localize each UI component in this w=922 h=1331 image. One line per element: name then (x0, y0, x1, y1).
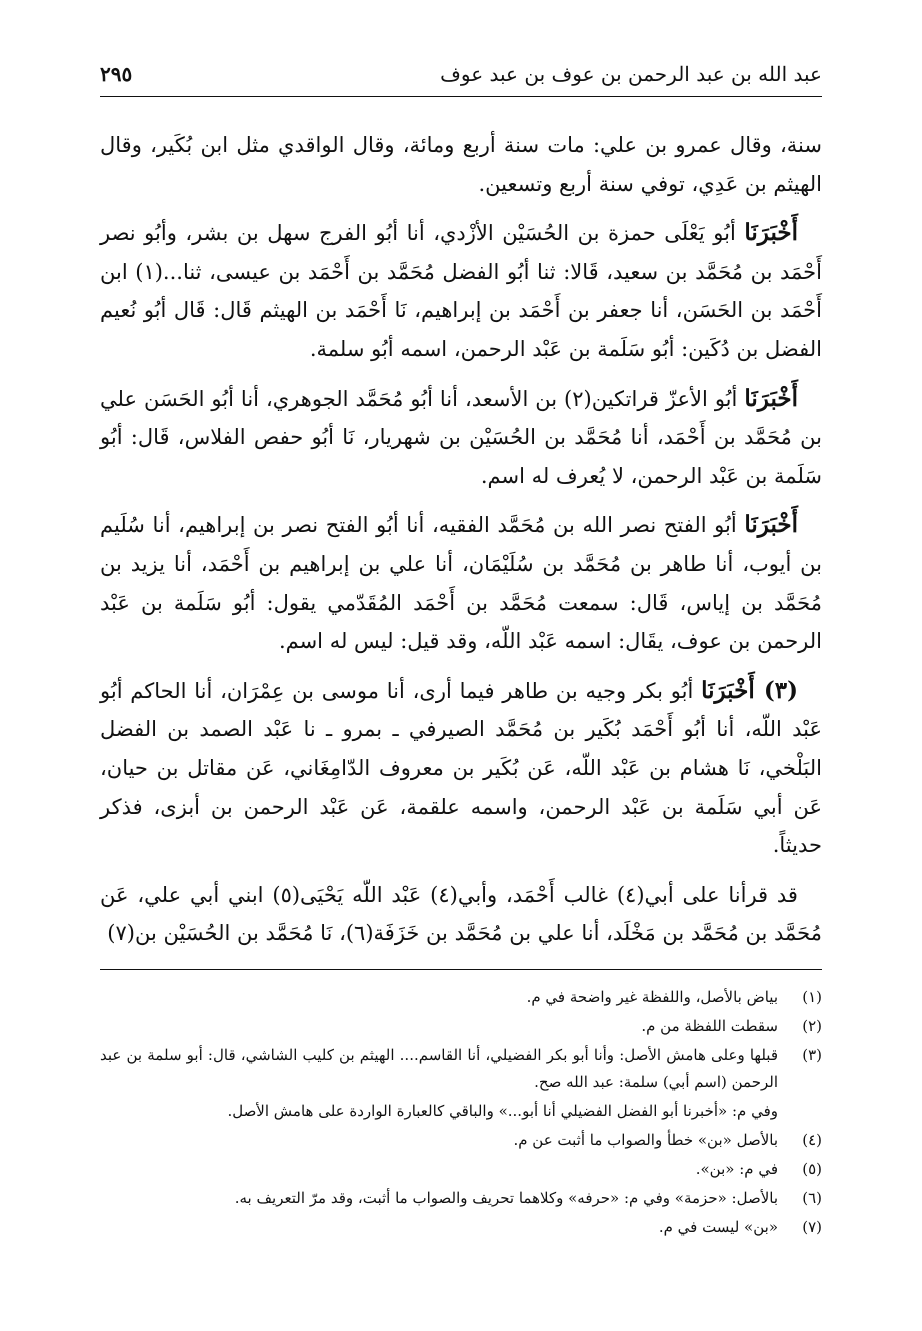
paragraph-lead: (٣) أَخْبَرَنَا (701, 676, 798, 704)
paragraph-lead: أَخْبَرَنَا (744, 219, 798, 247)
paragraph-text: سنة، وقال عمرو بن علي: مات سنة أربع ومائة، وقال الواقدي مثل ابن بُكَير، وقال الهيثم بن عَدِي، توفي سنة أربع وتسعين. (100, 133, 822, 196)
footnote-number: (٣) (802, 1046, 822, 1064)
footnote (100, 1214, 822, 1241)
paragraph-text: أبُو بكر وجيه بن طاهر فيما أرى، أنا موسى بن عِمْرَان، أنا الحاكم أبُو عَبْد اللّه، أنا أبُو أَحْمَد بُكَير بن مُحَمَّد الصيرفي ـ بمرو ـ نا عَبْد الصمد بن الفضل البَلْخي، نَا هشام بن عَبْد اللّه، عَن بُكَير بن معروف الدّامِغَاني، عَن مقاتل بن حيان، عَن أبي سَلَمة بن عَبْد الرحمن، واسمه علقمة، عَن عَبْد الرحمن بن أبزى، فذكر حديثاً. (100, 678, 822, 858)
footnote-text: قبلها وعلى هامش الأصل: وأنا أبو بكر الفضيلي، أنا القاسم.... الهيثم بن كليب الشاشي، قال: أبو سلمة بن عبد الرحمن (اسم أبي) سلمة: عبد الله صح. (100, 1046, 778, 1091)
running-title: عبد الله بن عبد الرحمن بن عوف بن عبد عوف (440, 62, 822, 86)
footnote-text: بالأصل «بن» خطأ والصواب ما أثبت عن م. (513, 1131, 778, 1149)
footnote-extra-text: وفي م: «أخبرنا أبو الفضل الفضيلي أنا أبو...» والباقي كالعبارة الواردة على هامش الأصل. (227, 1102, 778, 1120)
paragraph-text: أبُو يَعْلَى حمزة بن الحُسَيْن الأزْدي، أنا أبُو الفرج سهل بن بشر، وأبُو نصر أَحْمَد بن مُحَمَّد بن سعيد، قَالا: ثنا أبُو الفضل مُحَمَّد بن أَحْمَد بن عيسى، ثنا...(١) ابن أَحْمَد بن الحَسَن، أنا جعفر بن أَحْمَد بن إبراهيم، نَا أَحْمَد بن الهيثم قَال: قَال أبُو نُعيم الفضل بن دُكَين: أبُو سَلَمة بن عَبْد الرحمن، اسمه أبُو سلمة. (100, 221, 822, 361)
paragraph (100, 672, 822, 865)
paragraph-lead: أَخْبَرَنَا (744, 511, 798, 539)
footnote (100, 1185, 822, 1212)
footnote-number: (١) (802, 988, 822, 1006)
footnote-number: (٢) (802, 1017, 822, 1035)
footnote (100, 1156, 822, 1183)
footnote-number: (٦) (802, 1189, 822, 1207)
footnote-number: (٤) (802, 1131, 822, 1149)
paragraph (100, 380, 822, 496)
paragraph-text: أبُو الفتح نصر الله بن مُحَمَّد الفقيه، أنا أبُو الفتح نصر بن إبراهيم، أنا سُلَيم بن أيوب، أنا طاهر بن مُحَمَّد بن سُلَيْمَان، أنا علي بن إبراهيم بن أَحْمَد، أنا يزيد بن مُحَمَّد بن إياس، قَال: سمعت مُحَمَّد بن أَحْمَد المُقَدّمي يقول: أبُو سَلَمة بن عَبْد الرحمن بن عوف، يقَال: اسمه عَبْد اللّه، وقد قيل: ليس له اسم. (100, 513, 822, 654)
page-header (100, 56, 822, 96)
footnote-text: سقطت اللفظة من م. (641, 1017, 778, 1035)
main-text (100, 126, 822, 964)
paragraph (100, 506, 822, 660)
footnote (100, 1013, 822, 1040)
footnote (100, 1042, 822, 1125)
footnote (100, 984, 822, 1011)
paragraph-text: قد قرأنا على أبي(٤) غالب أَحْمَد، وأبي(٤) عَبْد اللّه يَحْيَى(٥) ابني أبي علي، عَن مُحَمَّد بن مُحَمَّد بن مَخْلَد، أنا علي بن مُحَمَّد بن خَزَفَة(٦)، نَا مُحَمَّد بن الحُسَيْن بن(٧) (100, 882, 822, 946)
paragraph (100, 214, 822, 368)
footnote-text: في م: «بن». (695, 1160, 778, 1178)
paragraph-lead: أَخْبَرَنَا (744, 384, 798, 412)
footnote-text: بياض بالأصل، واللفظة غير واضحة في م. (526, 988, 778, 1006)
footnotes (100, 984, 822, 1243)
footnote-rule (100, 969, 822, 970)
footnote-number: (٧) (802, 1218, 822, 1236)
paragraph-text: أبُو الأعزّ قراتكين(٢) بن الأسعد، أنا أبُو مُحَمَّد الجوهري، أنا أبُو الحَسَن علي بن مُحَمَّد بن أَحْمَد، أنا مُحَمَّد بن الحُسَيْن بن شهريار، نَا أبُو حفص الفلاس، قَال: أبُو سَلَمة بن عَبْد الرحمن، لا يُعرف له اسم. (100, 386, 822, 488)
paragraph (100, 876, 822, 953)
footnote (100, 1127, 822, 1154)
footnote-text: «بن» ليست في م. (658, 1218, 778, 1236)
footnote-body (100, 1042, 778, 1125)
page-number: ٢٩٥ (100, 62, 133, 86)
footnote-number: (٥) (802, 1160, 822, 1178)
header-rule (100, 96, 822, 97)
footnote-text: بالأصل: «حزمة» وفي م: «حرفه» وكلاهما تحريف والصواب ما أثبت، وقد مرّ التعريف به. (234, 1189, 778, 1207)
paragraph (100, 126, 822, 203)
